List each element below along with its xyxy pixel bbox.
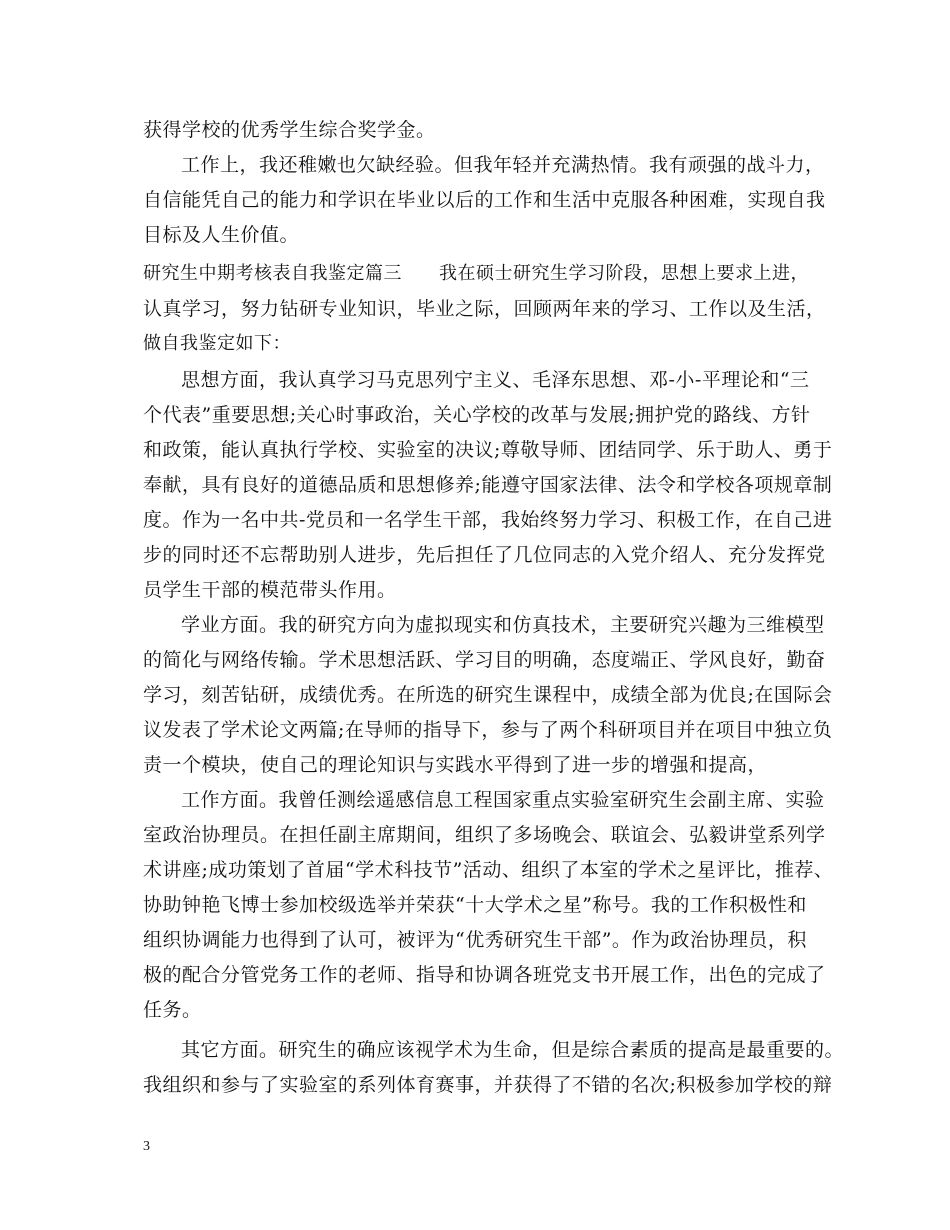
text-line: 和政策，能认真执行学校、实验室的决议;尊敬导师、团结同学、乐于助人、勇于 bbox=[143, 439, 833, 461]
text-line: 议发表了学术论文两篇;在导师的指导下，参与了两个科研项目并在项目中独立负 bbox=[143, 719, 833, 741]
text-line: 我组织和参与了实验室的系列体育赛事，并获得了不错的名次;积极参加学校的辩 bbox=[143, 1074, 833, 1096]
text-line: 认真学习，努力钻研专业知识，毕业之际，回顾两年来的学习、工作以及生活， bbox=[143, 298, 826, 320]
text-line: 自信能凭自己的能力和学识在毕业以后的工作和生活中克服各种困难，实现自我 bbox=[143, 189, 826, 211]
text-line: 获得学校的优秀学生综合奖学金。 bbox=[143, 119, 436, 141]
text-line: 学习，刻苦钻研，成绩优秀。在所选的研究生课程中，成绩全部为优良;在国际会 bbox=[143, 684, 833, 706]
text-line: 个代表”重要思想;关心时事政治，关心学校的改革与发展;拥护党的路线、方针 bbox=[143, 404, 811, 426]
text-line: 协助钟艳飞博士参加校级选举并荣获“十大学术之星”称号。我的工作积极性和 bbox=[143, 894, 807, 916]
paragraph-start-line: 学业方面。我的研究方向为虚拟现实和仿真技术，主要研究兴趣为三维模型 bbox=[181, 614, 825, 636]
paragraph-start-line: 其它方面。研究生的确应该视学术为生命，但是综合素质的提高是最重要的。 bbox=[181, 1039, 845, 1061]
text-line: 术讲座;成功策划了首届“学术科技节”活动、组织了本室的学术之星评比，推荐、 bbox=[143, 859, 834, 881]
page-number: 3 bbox=[143, 1139, 150, 1154]
text-line: 目标及人生价值。 bbox=[143, 224, 300, 246]
text-line: 组织协调能力也得到了认可，被评为“优秀研究生干部”。作为政治协理员，积 bbox=[143, 929, 807, 951]
paragraph-start-line: 思想方面，我认真学习马克思列宁主义、毛泽东思想、邓-小-平理论和“三 bbox=[181, 369, 810, 391]
text-line: 员学生干部的模范带头作用。 bbox=[143, 579, 397, 601]
text-line: 任务。 bbox=[143, 999, 202, 1021]
text-line: 步的同时还不忘帮助别人进步，先后担任了几位同志的入党介绍人、充分发挥党 bbox=[143, 544, 826, 566]
text-line: 奉献，具有良好的道德品质和思想修养;能遵守国家法律、法令和学校各项规章制 bbox=[143, 474, 833, 496]
paragraph-start-line: 工作方面。我曾任测绘遥感信息工程国家重点实验室研究生会副主席、实验 bbox=[181, 789, 825, 811]
text-line: 的简化与网络传输。学术思想活跃、学习目的明确，态度端正、学风良好，勤奋 bbox=[143, 649, 826, 671]
text-line: 责一个模块，使自己的理论知识与实践水平得到了进一步的增强和提高， bbox=[143, 754, 768, 776]
text-line: 室政治协理员。在担任副主席期间，组织了多场晚会、联谊会、弘毅讲堂系列学 bbox=[143, 824, 826, 846]
paragraph-start-line: 工作上，我还稚嫩也欠缺经验。但我年轻并充满热情。我有顽强的战斗力， bbox=[181, 154, 825, 176]
section-heading-line: 研究生中期考核表自我鉴定篇三 我在硕士研究生学习阶段，思想上要求上进， bbox=[143, 263, 809, 284]
text-line: 做自我鉴定如下： bbox=[143, 333, 291, 354]
text-line: 度。作为一名中共-党员和一名学生干部，我始终努力学习、积极工作，在自己进 bbox=[143, 509, 833, 531]
text-line: 极的配合分管党务工作的老师、指导和协调各班党支书开展工作，出色的完成了 bbox=[143, 964, 826, 986]
